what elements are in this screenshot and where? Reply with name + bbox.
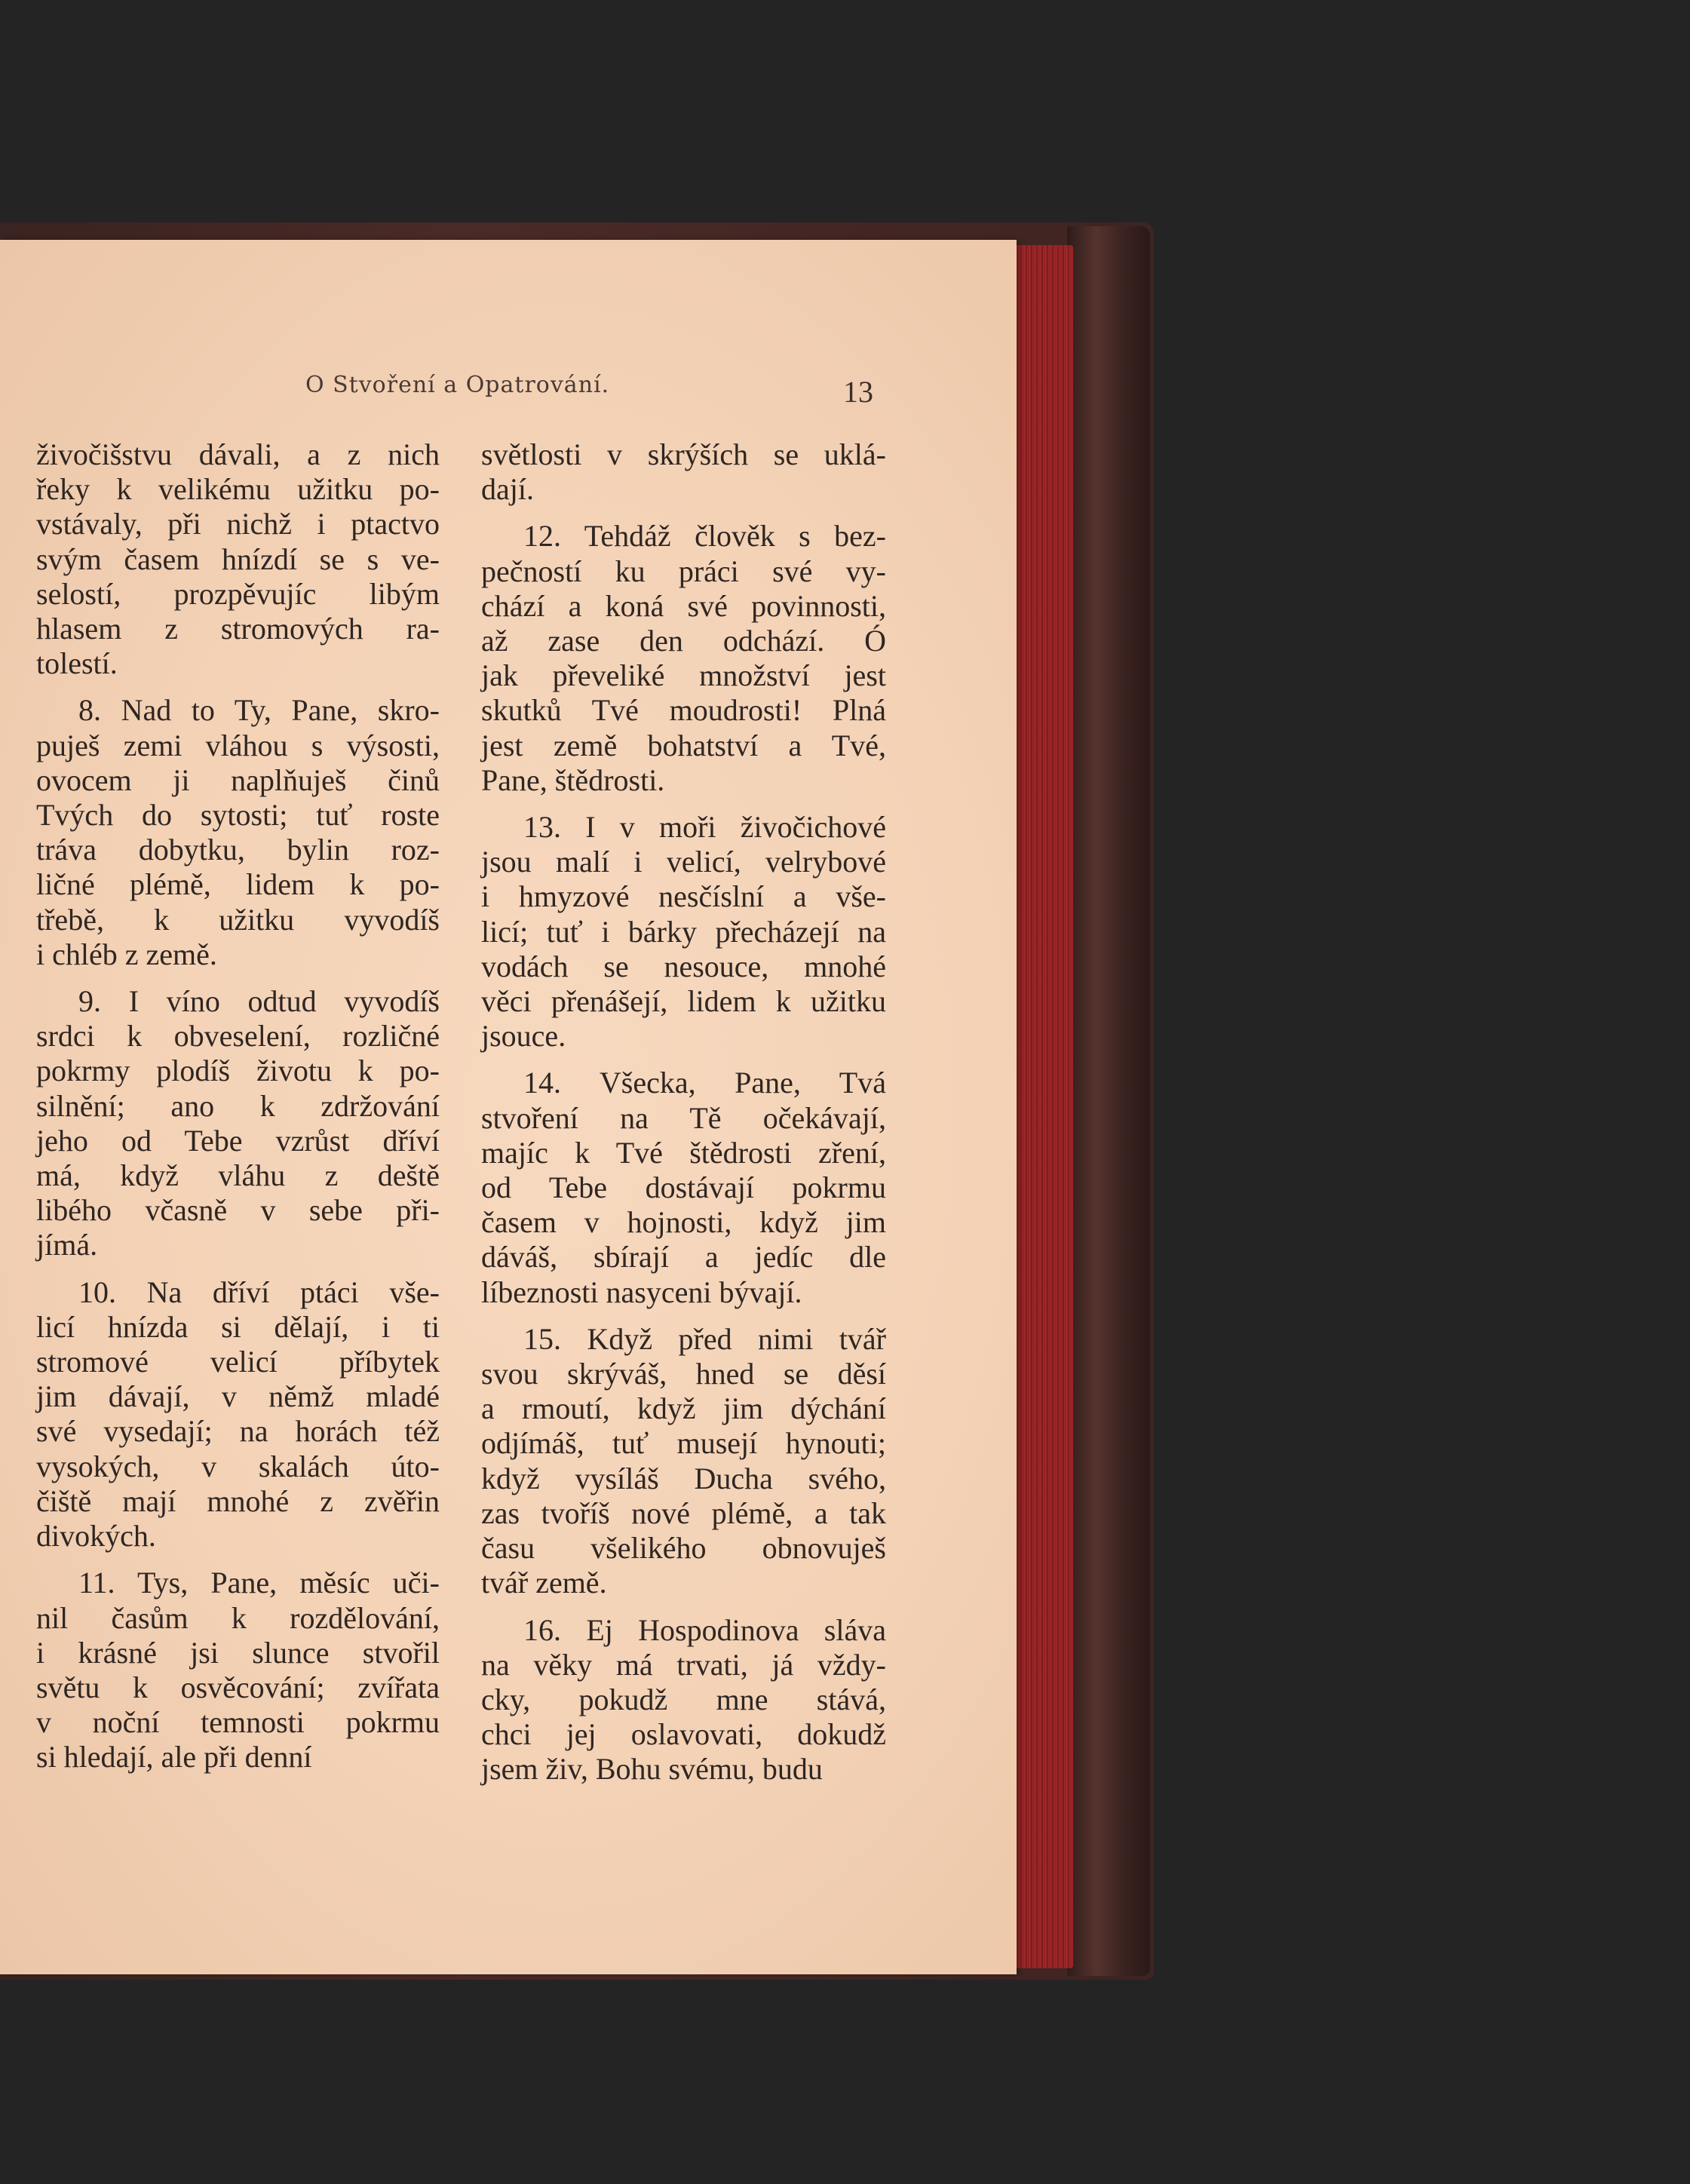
paragraph	[481, 1066, 886, 1309]
text-line: 12. Tehdáž člověk s bez-	[523, 519, 886, 554]
text-line: selostí, prozpěvujíc libým	[36, 576, 440, 611]
text-line: srdci k obveselení, rozličné	[36, 1019, 440, 1054]
text-line: tolestí.	[36, 646, 118, 681]
text-line: nil časům k rozdělování,	[36, 1600, 440, 1635]
text-line: jest země bohatství a Tvé,	[481, 728, 886, 762]
text-line: řeky k velikému užitku po-	[36, 472, 440, 507]
text-line: 14. Všecka, Pane, Tvá	[523, 1066, 886, 1100]
text-line: když vysíláš Ducha svého,	[481, 1461, 886, 1495]
text-line: ličné plémě, lidem k po-	[36, 867, 440, 902]
text-line: 15. Když před nimi tvář	[523, 1321, 886, 1356]
text-line: jímá.	[36, 1228, 98, 1262]
text-line: živočišstvu dávali, a z nich	[36, 437, 440, 471]
right-text-column	[481, 437, 886, 1787]
text-line: světu k osvěcování; zvířata	[36, 1670, 440, 1704]
text-line: jsouce.	[481, 1019, 566, 1054]
text-line: jeho od Tebe vzrůst dříví	[36, 1123, 440, 1158]
paragraph-gap	[481, 798, 886, 810]
text-line: jsem živ, Bohu svému, budu	[481, 1752, 823, 1787]
text-line: divokých.	[36, 1519, 156, 1554]
text-line: své vysedají; na horách též	[36, 1414, 440, 1449]
text-line: licí hnízda si dělají, i ti	[36, 1309, 440, 1344]
text-line: čiště mají mnohé z zvěřin	[36, 1483, 440, 1518]
text-line: majíc k Tvé štědrosti zření,	[481, 1135, 886, 1170]
paragraph-gap	[481, 507, 886, 519]
paragraph-gap	[481, 1601, 886, 1613]
text-line: i chléb z země.	[36, 937, 217, 971]
text-line: od Tebe dostávají pokrmu	[481, 1170, 886, 1205]
text-line: chci jej oslavovati, dokudž	[481, 1717, 886, 1752]
text-line: silnění; ano k zdržování	[36, 1088, 440, 1123]
text-line: Pane, štědrosti.	[481, 762, 665, 797]
text-line: vodách se nesouce, mnohé	[481, 949, 886, 983]
paragraph	[36, 693, 440, 972]
text-line: libého včasně v sebe při-	[36, 1193, 440, 1228]
text-line: času všelikého obnovuješ	[481, 1531, 886, 1566]
text-line: 10. Na dříví ptáci vše-	[78, 1275, 440, 1309]
text-line: vysokých, v skalách úto-	[36, 1449, 440, 1483]
text-line: jsou malí i velicí, velrybové	[481, 845, 886, 879]
text-line: tvář země.	[481, 1566, 607, 1600]
paragraph	[481, 519, 886, 798]
text-line: 16. Ej Hospodinova sláva	[523, 1612, 886, 1647]
text-line: hlasem z stromových ra-	[36, 612, 440, 646]
text-line: odjímáš, tuť musejí hynouti;	[481, 1426, 886, 1461]
text-line: a rmoutí, když jim dýchání	[481, 1391, 886, 1426]
left-text-column	[36, 437, 440, 1775]
text-line: skutků Tvé moudrosti! Plná	[481, 693, 886, 728]
text-line: stromové velicí příbytek	[36, 1345, 440, 1379]
text-line: svou skrýváš, hned se děsí	[481, 1357, 886, 1391]
paragraph-gap	[36, 1554, 440, 1566]
text-line: i hmyzové nesčíslní a vše-	[481, 879, 886, 914]
text-line: svým časem hnízdí se s ve-	[36, 541, 440, 576]
text-line: jak převeliké množství jest	[481, 658, 886, 693]
book-spine-edge	[1067, 226, 1150, 1976]
paragraph-gap	[36, 972, 440, 984]
text-line: cky, pokudž mne stává,	[481, 1682, 886, 1716]
paragraph	[481, 437, 886, 507]
text-line: 13. I v moři živočichové	[523, 810, 886, 845]
text-line: 11. Tys, Pane, měsíc uči-	[78, 1566, 440, 1600]
paragraph-gap	[481, 1310, 886, 1322]
red-page-edges	[1007, 245, 1073, 1968]
text-line: věci přenášejí, lidem k užitku	[481, 984, 886, 1019]
text-line: vstávaly, při nichž i ptactvo	[36, 507, 440, 541]
text-line: si hledají, ale při denní	[36, 1740, 312, 1774]
paragraph	[36, 984, 440, 1263]
paragraph-gap	[36, 681, 440, 693]
text-line: chází a koná své povinnosti,	[481, 588, 886, 623]
text-line: líbeznosti nasyceni bývají.	[481, 1275, 802, 1309]
text-line: stvoření na Tě očekávají,	[481, 1100, 886, 1135]
paragraph	[36, 1275, 440, 1554]
text-line: dáváš, sbírají a jedíc dle	[481, 1240, 886, 1275]
text-line: 8. Nad to Ty, Pane, skro-	[78, 693, 440, 728]
paragraph	[481, 810, 886, 1054]
text-line: i krásné jsi slunce stvořil	[36, 1635, 440, 1670]
text-line: Tvých do sytosti; tuť roste	[36, 798, 440, 833]
text-line: puješ zemi vláhou s výsosti,	[36, 728, 440, 762]
text-line: licí; tuť i bárky přecházejí na	[481, 914, 886, 949]
text-line: jim dávají, v němž mladé	[36, 1379, 440, 1414]
paragraph-gap	[36, 1263, 440, 1275]
text-line: 9. I víno odtud vyvodíš	[78, 984, 440, 1019]
text-line: zas tvoříš nové plémě, a tak	[481, 1495, 886, 1530]
paragraph	[481, 1613, 886, 1787]
page-number: 13	[843, 375, 873, 409]
paragraph	[36, 1566, 440, 1774]
text-line: tráva dobytku, bylin roz-	[36, 833, 440, 867]
running-title: O Stvoření a Opatrování.	[305, 372, 610, 398]
text-line: světlosti v skrýších se uklá-	[481, 437, 886, 471]
text-line: až zase den odchází. Ó	[481, 624, 886, 658]
text-line: časem v hojnosti, když jim	[481, 1205, 886, 1240]
text-line: ovocem ji naplňuješ činů	[36, 762, 440, 797]
text-line: má, když vláhu z deště	[36, 1158, 440, 1193]
text-line: na věky má trvati, já vždy-	[481, 1647, 886, 1682]
paragraph	[481, 1322, 886, 1601]
paragraph-gap	[481, 1054, 886, 1066]
text-line: pokrmy plodíš životu k po-	[36, 1054, 440, 1088]
text-line: pečností ku práci své vy-	[481, 554, 886, 588]
text-line: v noční temnosti pokrmu	[36, 1705, 440, 1740]
paragraph	[36, 437, 440, 681]
text-line: dají.	[481, 472, 534, 507]
text-line: třebě, k užitku vyvodíš	[36, 902, 440, 937]
